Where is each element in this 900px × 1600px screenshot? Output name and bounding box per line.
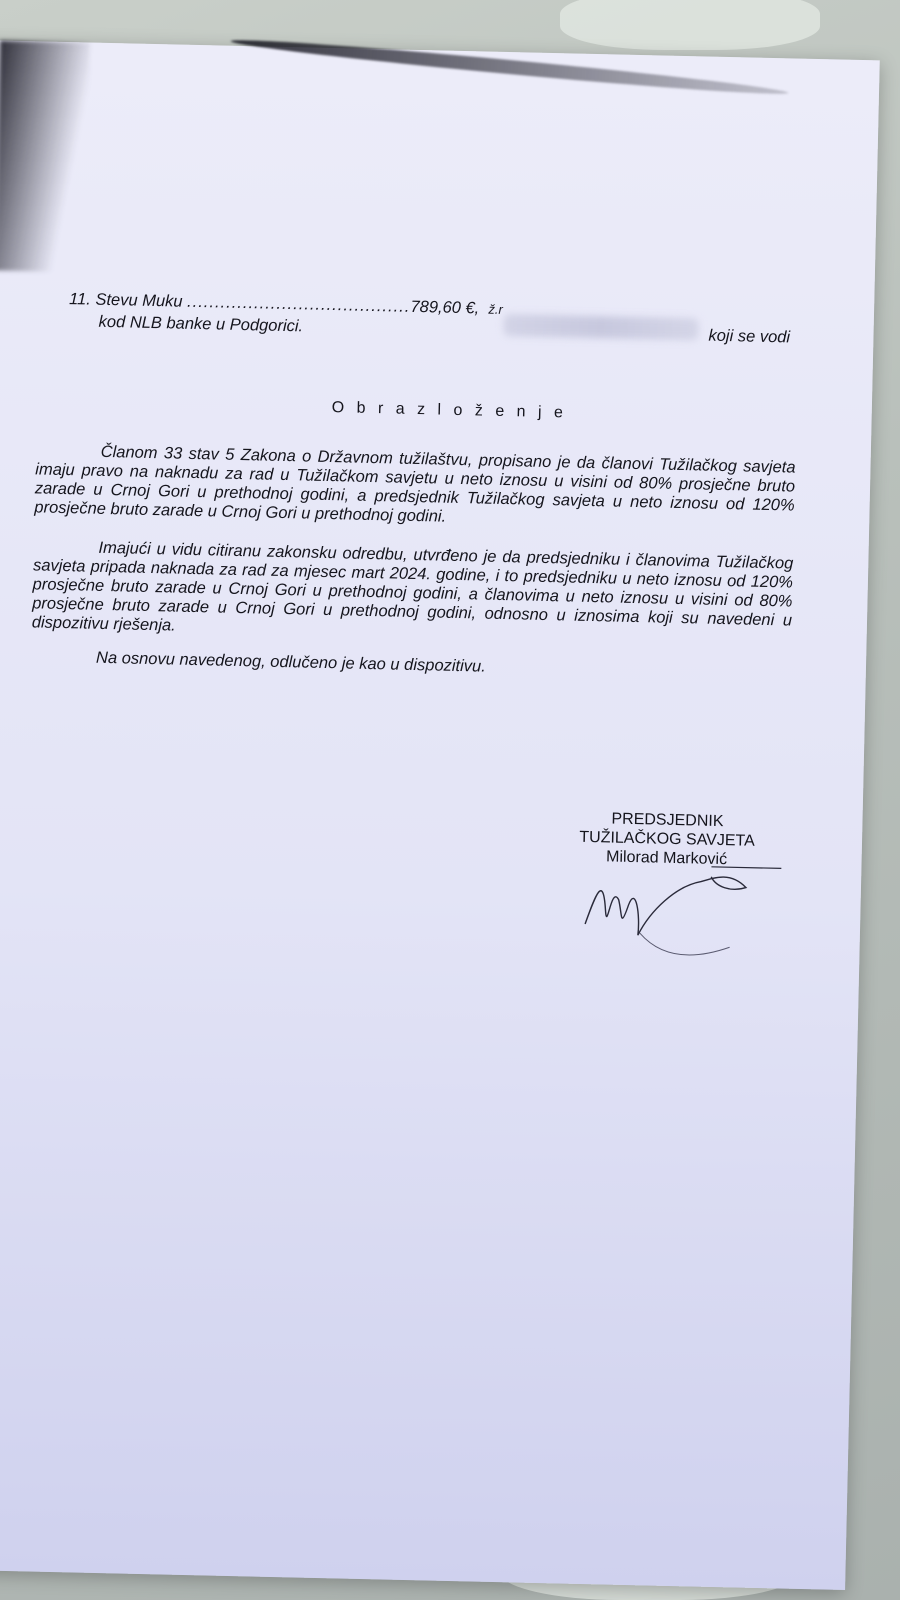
item-number: 11.: [68, 290, 92, 309]
signer-name: Milorad Marković: [605, 848, 728, 869]
signer-title-line1: PREDSJEDNIK: [611, 810, 724, 831]
paragraph-3: Na osnovu navedenog, odlučeno je kao u dispozitivu.: [95, 648, 486, 676]
paragraph-2: Imajući u vidu citiranu zakonsku odredbu, utvrđeno je da predsjedniku i članovima Tužilačkog savjeta pripada naknada za rad za mjesec mart 2024. godine, i to predsjedniku u neto iznosu od 120% prosječne bruto zarade u Crnoj Gori u prethodnoj godini, a članovima u neto iznosu u visini od 80% prosječne bruto zarade u Crnoj Gori u prethodnoj godini, odnosno u iznosima koji su navedeni u dispozitivu rješenja.: [31, 538, 794, 635]
background-surface: [560, 0, 820, 50]
item-amount: 789,60 €,: [410, 297, 480, 318]
redacted-account-number: [503, 314, 698, 340]
signer-title-line2: TUŽILAČKOG SAVJETA: [579, 828, 755, 850]
document-page: [0, 40, 880, 1590]
item-bank: kod NLB banke u Podgorici.: [98, 312, 304, 336]
item-dots: ........................................: [186, 292, 411, 316]
corner-shadow: [0, 40, 90, 272]
account-suffix: koji se vodi: [708, 326, 791, 347]
paragraph-1: Članom 33 stav 5 Zakona o Državnom tužilaštvu, propisano je da članovi Tužilačkog savjeta imaju pravo na naknadu za rad u Tužilačkom savjetu u neto iznosu u visini od 80% prosječne bruto zarade u Crnoj Gori u prethodnoj godini, a predsjednik Tužilačkog savjeta u neto iznosu od 120% prosječne bruto zarade u Crnoj Gori u prethodnoj godini.: [34, 442, 796, 526]
section-heading: O b r a z l o ž e n j e: [331, 399, 568, 422]
handwritten-signature: [579, 854, 781, 969]
item-name: Stevu Muku: [95, 290, 183, 311]
account-prefix: ž.r: [488, 301, 504, 317]
